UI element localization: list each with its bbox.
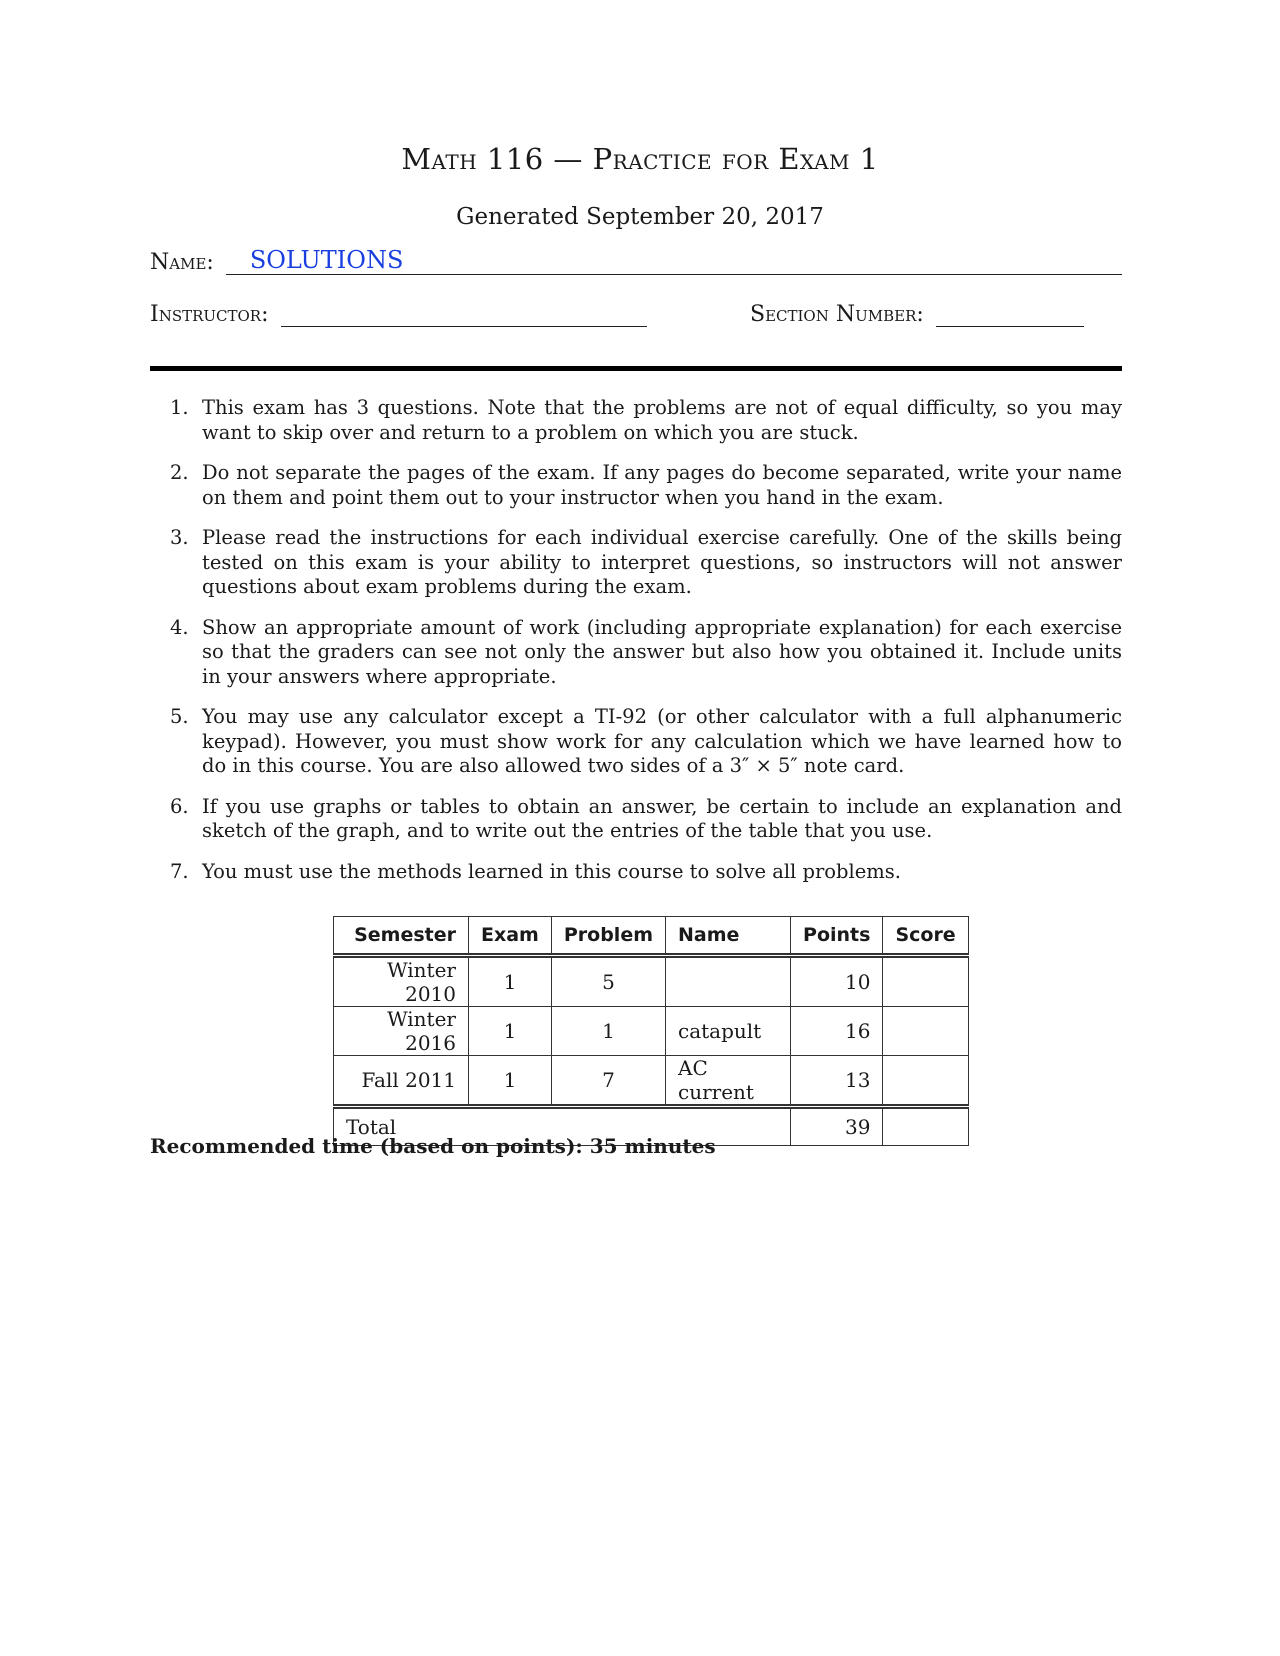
instruction-number: 3.: [170, 526, 189, 549]
instruction-number: 5.: [170, 705, 189, 728]
cell-problem: 7: [551, 1056, 665, 1107]
name-field[interactable]: [226, 246, 1122, 275]
recommended-time: Recommended time (based on points): 35 minutes: [150, 1134, 716, 1158]
name-label: Name:: [150, 250, 214, 275]
header-semester: Semester: [334, 917, 469, 956]
instruction-text: You may use any calculator except a TI-92 (or other calculator with a full alphanumeric keypad). However, you must show work for any calculation which we have learned how to do in this course. You are also allowed two sides of a 3″ × 5″ note card.: [202, 705, 1122, 777]
divider-rule: [150, 366, 1122, 371]
instruction-text: You must use the methods learned in this course to solve all problems.: [202, 859, 901, 883]
instruction-number: 7.: [170, 859, 189, 883]
cell-points: 13: [791, 1056, 883, 1107]
total-points: 39: [791, 1107, 883, 1146]
header-name: Name: [666, 917, 791, 956]
name-field-row: [150, 246, 1122, 275]
cell-name: catapult: [666, 1007, 791, 1056]
instruction-number: 1.: [170, 396, 189, 419]
cell-problem: 1: [551, 1007, 665, 1056]
page-title: Math 116 — Practice for Exam 1: [401, 142, 879, 176]
cell-score[interactable]: [883, 1007, 968, 1056]
table-row: [334, 1007, 969, 1056]
cell-score[interactable]: [883, 956, 968, 1007]
total-label: Total: [334, 1107, 791, 1146]
table-header-row: [334, 917, 969, 956]
instruction-item: [170, 461, 1122, 510]
instruction-number: 6.: [170, 794, 189, 818]
total-score[interactable]: [883, 1107, 968, 1146]
cell-semester: Winter 2010: [334, 956, 469, 1007]
instruction-text: Please read the instructions for each individual exercise carefully. One of the skills being tested on this exam is your ability to interpret questions, so instructors will not answer questions about exam problems during the exam.: [202, 526, 1122, 598]
table-row: [334, 1056, 969, 1107]
cell-exam: 1: [469, 956, 552, 1007]
section-field-row: [750, 298, 1084, 327]
problem-table: [333, 916, 969, 1146]
cell-points: 16: [791, 1007, 883, 1056]
header-score: Score: [883, 917, 968, 956]
cell-name: [666, 956, 791, 1007]
instruction-number: 2.: [170, 461, 189, 484]
cell-points: 10: [791, 956, 883, 1007]
name-value: SOLUTIONS: [249, 246, 404, 274]
instruction-item: [170, 526, 1122, 600]
instruction-text: Do not separate the pages of the exam. If any pages do become separated, write your name on them and point them out to your instructor when you hand in the exam.: [202, 461, 1122, 509]
cell-semester: Fall 2011: [334, 1056, 469, 1107]
section-label: Section Number:: [750, 302, 924, 327]
table-row: [334, 956, 969, 1007]
instruction-item: [170, 396, 1122, 445]
instructor-label: Instructor:: [150, 302, 269, 327]
header-points: Points: [791, 917, 883, 956]
cell-score[interactable]: [883, 1056, 968, 1107]
section-number-field[interactable]: [936, 298, 1084, 327]
instruction-text: Show an appropriate amount of work (including appropriate explanation) for each exercise so that the graders can see not only the answer but also how you obtained it. Include units in your answers where appropriate.: [202, 615, 1122, 688]
header-exam: Exam: [469, 917, 552, 956]
instruction-item: [170, 860, 1122, 885]
generated-date: Generated September 20, 2017: [456, 204, 824, 230]
instruction-text: If you use graphs or tables to obtain an answer, be certain to include an explanation and sketch of the graph, and to write out the entries of the table that you use.: [202, 794, 1122, 842]
cell-problem: 5: [551, 956, 665, 1007]
instructor-field[interactable]: [281, 298, 647, 327]
instruction-item: [170, 705, 1122, 779]
header-problem: Problem: [551, 917, 665, 956]
instruction-text: This exam has 3 questions. Note that the problems are not of equal difficulty, so you may want to skip over and return to a problem on which you are stuck.: [202, 396, 1122, 444]
instructor-field-row: [150, 298, 647, 327]
instructions-list: [170, 396, 1122, 900]
instruction-number: 4.: [170, 615, 189, 639]
cell-semester: Winter 2016: [334, 1007, 469, 1056]
cell-exam: 1: [469, 1056, 552, 1107]
instruction-item: [170, 795, 1122, 844]
cell-exam: 1: [469, 1007, 552, 1056]
instruction-item: [170, 616, 1122, 690]
cell-name: AC current: [666, 1056, 791, 1107]
